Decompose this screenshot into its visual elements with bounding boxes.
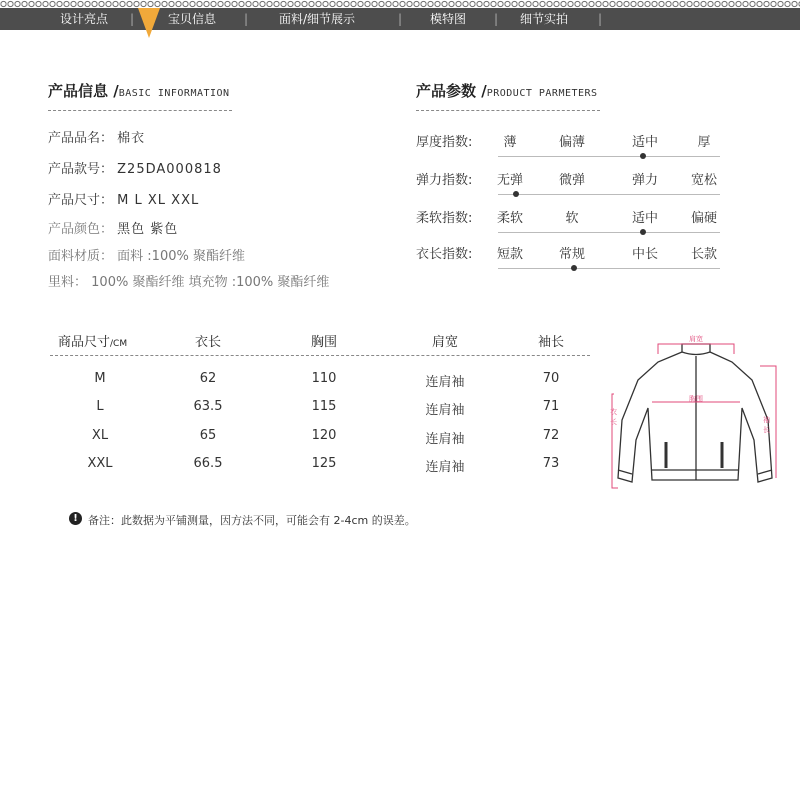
size-cell: XXL — [87, 456, 113, 471]
param-option: 短款 — [496, 247, 523, 262]
active-tab-marker-icon — [138, 8, 160, 38]
param-option: 偏薄 — [558, 135, 585, 150]
table-cell: 65 — [199, 428, 217, 443]
table-cell: 连肩袖 — [425, 460, 465, 475]
jacket-outline-icon — [618, 344, 772, 482]
table-cell: 连肩袖 — [425, 432, 465, 447]
shoulder-label: 肩宽 — [689, 335, 703, 343]
nav-tab-model-photos[interactable]: 模特图 — [429, 12, 466, 26]
param-selected-dot — [571, 265, 577, 271]
table-cell: 115 — [311, 399, 337, 414]
param-option: 宽松 — [690, 173, 717, 188]
table-cell: 66.5 — [193, 456, 223, 471]
param-selected-dot — [640, 229, 646, 235]
divider — [48, 110, 232, 111]
table-cell: 连肩袖 — [425, 403, 465, 418]
info-line-colors: 产品颜色： 黑色 紫色 — [48, 222, 179, 237]
table-cell: 72 — [542, 428, 560, 443]
table-cell: 110 — [311, 371, 337, 386]
table-cell: 71 — [542, 399, 560, 414]
column-header-shoulder: 肩宽 — [431, 335, 458, 350]
divider — [416, 110, 600, 111]
param-option: 无弹 — [496, 173, 523, 188]
length-label: 衣长 — [610, 408, 617, 426]
table-cell: 63.5 — [193, 399, 223, 414]
table-cell: 62 — [199, 371, 217, 386]
sleeve-label: 袖长 — [763, 416, 770, 434]
column-header-length: 衣长 — [194, 335, 221, 350]
table-divider — [50, 355, 590, 356]
nav-separator: | — [494, 12, 499, 26]
size-cell: M — [94, 371, 106, 386]
measurement-note: 备注：此数据为平铺测量，因方法不同，可能会有 2-4cm 的误差。 — [88, 514, 416, 527]
param-option: 适中 — [631, 135, 658, 150]
top-nav — [0, 8, 800, 30]
param-selected-dot — [640, 153, 646, 159]
param-option: 适中 — [631, 211, 658, 226]
size-cell: L — [96, 399, 104, 414]
table-cell: 70 — [542, 371, 560, 386]
param-option: 长款 — [690, 247, 717, 262]
param-option: 柔软 — [496, 211, 523, 226]
param-label: 柔软指数: — [416, 211, 473, 226]
param-option: 中长 — [631, 247, 658, 262]
nav-separator: | — [244, 12, 249, 26]
nav-tab-product-info[interactable]: 宝贝信息 — [167, 12, 216, 26]
info-line-lining: 里料： 100% 聚酯纤维 填充物 :100% 聚酯纤维 — [48, 275, 330, 290]
nav-separator: | — [130, 12, 135, 26]
param-option: 弹力 — [631, 173, 658, 188]
param-label: 衣长指数: — [416, 247, 473, 262]
param-scale-line — [498, 268, 720, 269]
nav-tab-detail-photos[interactable]: 细节实拍 — [519, 12, 568, 26]
param-option: 厚 — [697, 135, 711, 150]
table-cell: 125 — [311, 456, 337, 471]
table-cell: 73 — [542, 456, 560, 471]
info-line-fabric: 面料材质： 面料 :100% 聚酯纤维 — [48, 249, 245, 264]
param-scale-line — [498, 194, 720, 195]
param-label: 弹力指数: — [416, 173, 473, 188]
measure-lines — [612, 344, 776, 488]
info-line-name: 产品品名： 棉衣 — [48, 131, 146, 146]
garment-measurement-diagram — [610, 330, 780, 495]
product-info-heading: 产品信息 /BASIC INFORMATION — [48, 82, 230, 100]
param-option: 薄 — [503, 135, 517, 150]
chest-label: 胸围 — [689, 395, 703, 403]
nav-separator: | — [598, 12, 603, 26]
column-header-sleeve: 袖长 — [537, 335, 564, 350]
warning-icon: ! — [69, 512, 82, 525]
nav-chain-decoration — [0, 0, 800, 8]
table-cell: 连肩袖 — [425, 375, 465, 390]
info-line-style-no: 产品款号： Z25DA000818 — [48, 162, 222, 177]
param-selected-dot — [513, 191, 519, 197]
column-header-chest: 胸围 — [310, 335, 337, 350]
table-cell: 120 — [311, 428, 337, 443]
param-scale-line — [498, 232, 720, 233]
param-label: 厚度指数: — [416, 135, 473, 150]
size-table-header-label: 商品尺寸/CM — [58, 335, 128, 350]
param-scale-line — [498, 156, 720, 157]
nav-tab-fabric-details[interactable]: 面料/细节展示 — [278, 12, 356, 26]
nav-tab-design-highlights[interactable]: 设计亮点 — [59, 12, 108, 26]
info-line-sizes: 产品尺寸： M L XL XXL — [48, 193, 200, 208]
param-option: 常规 — [558, 247, 585, 262]
product-params-heading: 产品参数 /PRODUCT PARMETERS — [416, 82, 598, 100]
param-option: 微弹 — [558, 173, 585, 188]
nav-separator: | — [398, 12, 403, 26]
param-option: 软 — [565, 211, 579, 226]
size-cell: XL — [91, 428, 109, 443]
param-option: 偏硬 — [690, 211, 717, 226]
